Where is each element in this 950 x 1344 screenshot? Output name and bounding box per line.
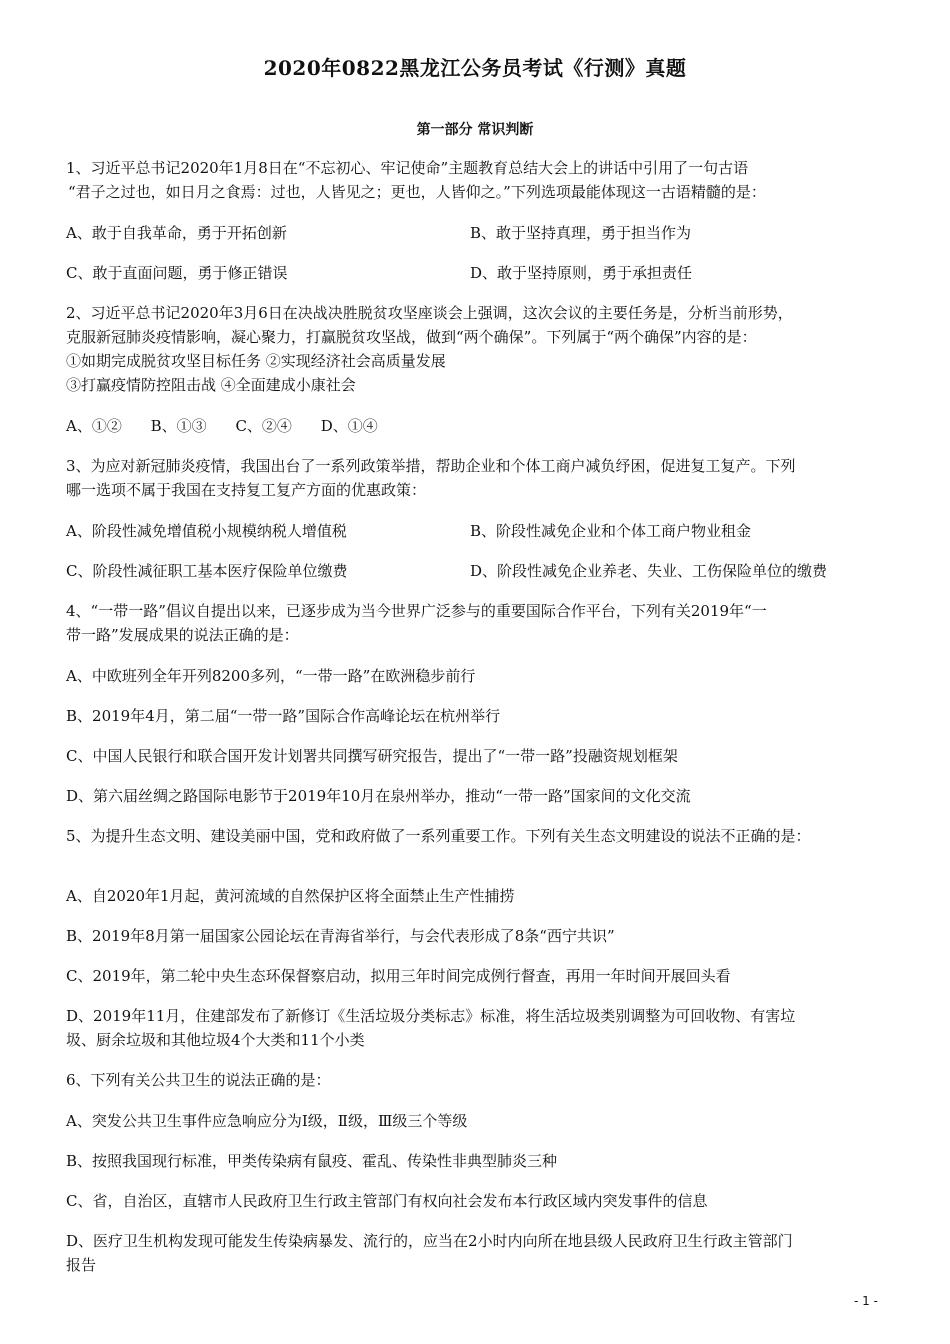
question-list	[66, 156, 886, 1293]
page-number: - 1 -	[854, 1294, 878, 1308]
options-row	[66, 221, 886, 245]
option-c: C、中国人民银行和联合国开发计划署共同撰写研究报告，提出了“一带一路”投融资规划框架	[66, 747, 678, 765]
question-text: “君子之过也，如日月之食焉：过也，人皆见之；更也，人皆仰之。”下列选项最能体现这一古语精髓的是：	[68, 183, 766, 201]
question-1	[66, 156, 886, 204]
option-text: D、2019年11月，住建部发布了新修订《生活垃圾分类标志》标准，将生活垃圾类别调整为可回收物、有害垃	[66, 1007, 796, 1025]
question-text: ③打赢疫情防控阻击战 ④全面建成小康社会	[66, 376, 356, 394]
option-d: D、敢于坚持原则，勇于承担责任	[470, 264, 693, 282]
option-c: C、阶段性减征职工基本医疗保险单位缴费	[66, 562, 348, 580]
question-text: 克服新冠肺炎疫情影响，凝心聚力，打赢脱贫攻坚战，做到“两个确保”。下列属于“两个确保”内容的是：	[66, 328, 757, 346]
question-text: 5、为提升生态文明、建设美丽中国，党和政府做了一系列重要工作。下列有关生态文明建设的说法不正确的是：	[66, 827, 811, 845]
options-row	[66, 519, 886, 543]
option-text: D、医疗卫生机构发现可能发生传染病暴发、流行的，应当在2小时内向所在地县级人民政府卫生行政主管部门	[66, 1232, 793, 1250]
document-title: 2020年0822黑龙江公务员考试《行测》真题	[263, 56, 687, 80]
option-a: A、敢于自我革命，勇于开拓创新	[66, 224, 287, 242]
option-c: C、敢于直面问题，勇于修正错误	[66, 264, 288, 282]
option-c: C、省，自治区，直辖市人民政府卫生行政主管部门有权向社会发布本行政区域内突发事件的信息	[66, 1192, 708, 1210]
section-heading: 第一部分 常识判断	[416, 122, 534, 138]
option-a: A、阶段性减免增值税小规模纳税人增值税	[66, 522, 347, 540]
option-b: B、2019年8月第一届国家公园论坛在青海省举行，与会代表形成了8条“西宁共识”	[66, 927, 615, 945]
option-d	[66, 1229, 886, 1277]
option-d: D、阶段性减免企业养老、失业、工伤保险单位的缴费	[470, 562, 828, 580]
question-text: ①如期完成脱贫攻坚目标任务 ②实现经济社会高质量发展	[66, 352, 446, 370]
option-b: B、敢于坚持真理，勇于担当作为	[470, 224, 692, 242]
question-text: 6、下列有关公共卫生的说法正确的是：	[66, 1071, 331, 1089]
option-b: B、阶段性减免企业和个体工商户物业租金	[470, 522, 752, 540]
options-row	[66, 559, 886, 583]
question-2	[66, 301, 886, 397]
option-a: A、中欧班列全年开列8200多列，“一带一路”在欧洲稳步前行	[66, 667, 476, 685]
option-b: B、2019年4月，第二届“一带一路”国际合作高峰论坛在杭州举行	[66, 707, 501, 725]
question-6	[66, 1068, 886, 1092]
question-text: 1、习近平总书记2020年1月8日在“不忘初心、牢记使命”主题教育总结大会上的讲话中引用了一句古语	[66, 159, 749, 177]
option-d	[66, 1004, 886, 1052]
option-d: D、①④	[320, 417, 378, 435]
option-b: B、按照我国现行标准，甲类传染病有鼠疫、霍乱、传染性非典型肺炎三种	[66, 1152, 558, 1170]
option-a: A、①②	[66, 417, 122, 435]
option-a: A、自2020年1月起，黄河流域的自然保护区将全面禁止生产性捕捞	[66, 887, 515, 905]
question-text: 带一路”发展成果的说法正确的是：	[66, 626, 299, 644]
question-3	[66, 454, 886, 502]
option-text: 报告	[66, 1256, 97, 1274]
question-text: 2、习近平总书记2020年3月6日在决战决胜脱贫攻坚座谈会上强调，这次会议的主要任务是，分析当前形势，	[66, 304, 793, 322]
question-text: 哪一选项不属于我国在支持复工复产方面的优惠政策：	[66, 481, 427, 499]
option-a: A、突发公共卫生事件应急响应分为Ⅰ级，Ⅱ级，Ⅲ级三个等级	[66, 1112, 468, 1130]
option-text: 圾、厨余垃圾和其他垃圾4个大类和11个小类	[66, 1031, 365, 1049]
question-text: 4、“一带一路”倡议自提出以来，已逐步成为当今世界广泛参与的重要国际合作平台，下列有关2019年“一	[66, 602, 767, 620]
question-5	[66, 824, 886, 848]
question-4	[66, 599, 886, 647]
option-c: C、②④	[235, 417, 292, 435]
options-row	[66, 261, 886, 285]
options-row	[66, 414, 886, 438]
option-b: B、①③	[150, 417, 207, 435]
option-d: D、第六届丝绸之路国际电影节于2019年10月在泉州举办，推动“一带一路”国家间的文化交流	[66, 787, 691, 805]
question-text: 3、为应对新冠肺炎疫情，我国出台了一系列政策举措，帮助企业和个体工商户减负纾困，促进复工复产。下列	[66, 457, 796, 475]
blank-gap	[66, 865, 886, 884]
option-c: C、2019年，第二轮中央生态环保督察启动，拟用三年时间完成例行督查，再用一年时间开展回头看	[66, 967, 731, 985]
